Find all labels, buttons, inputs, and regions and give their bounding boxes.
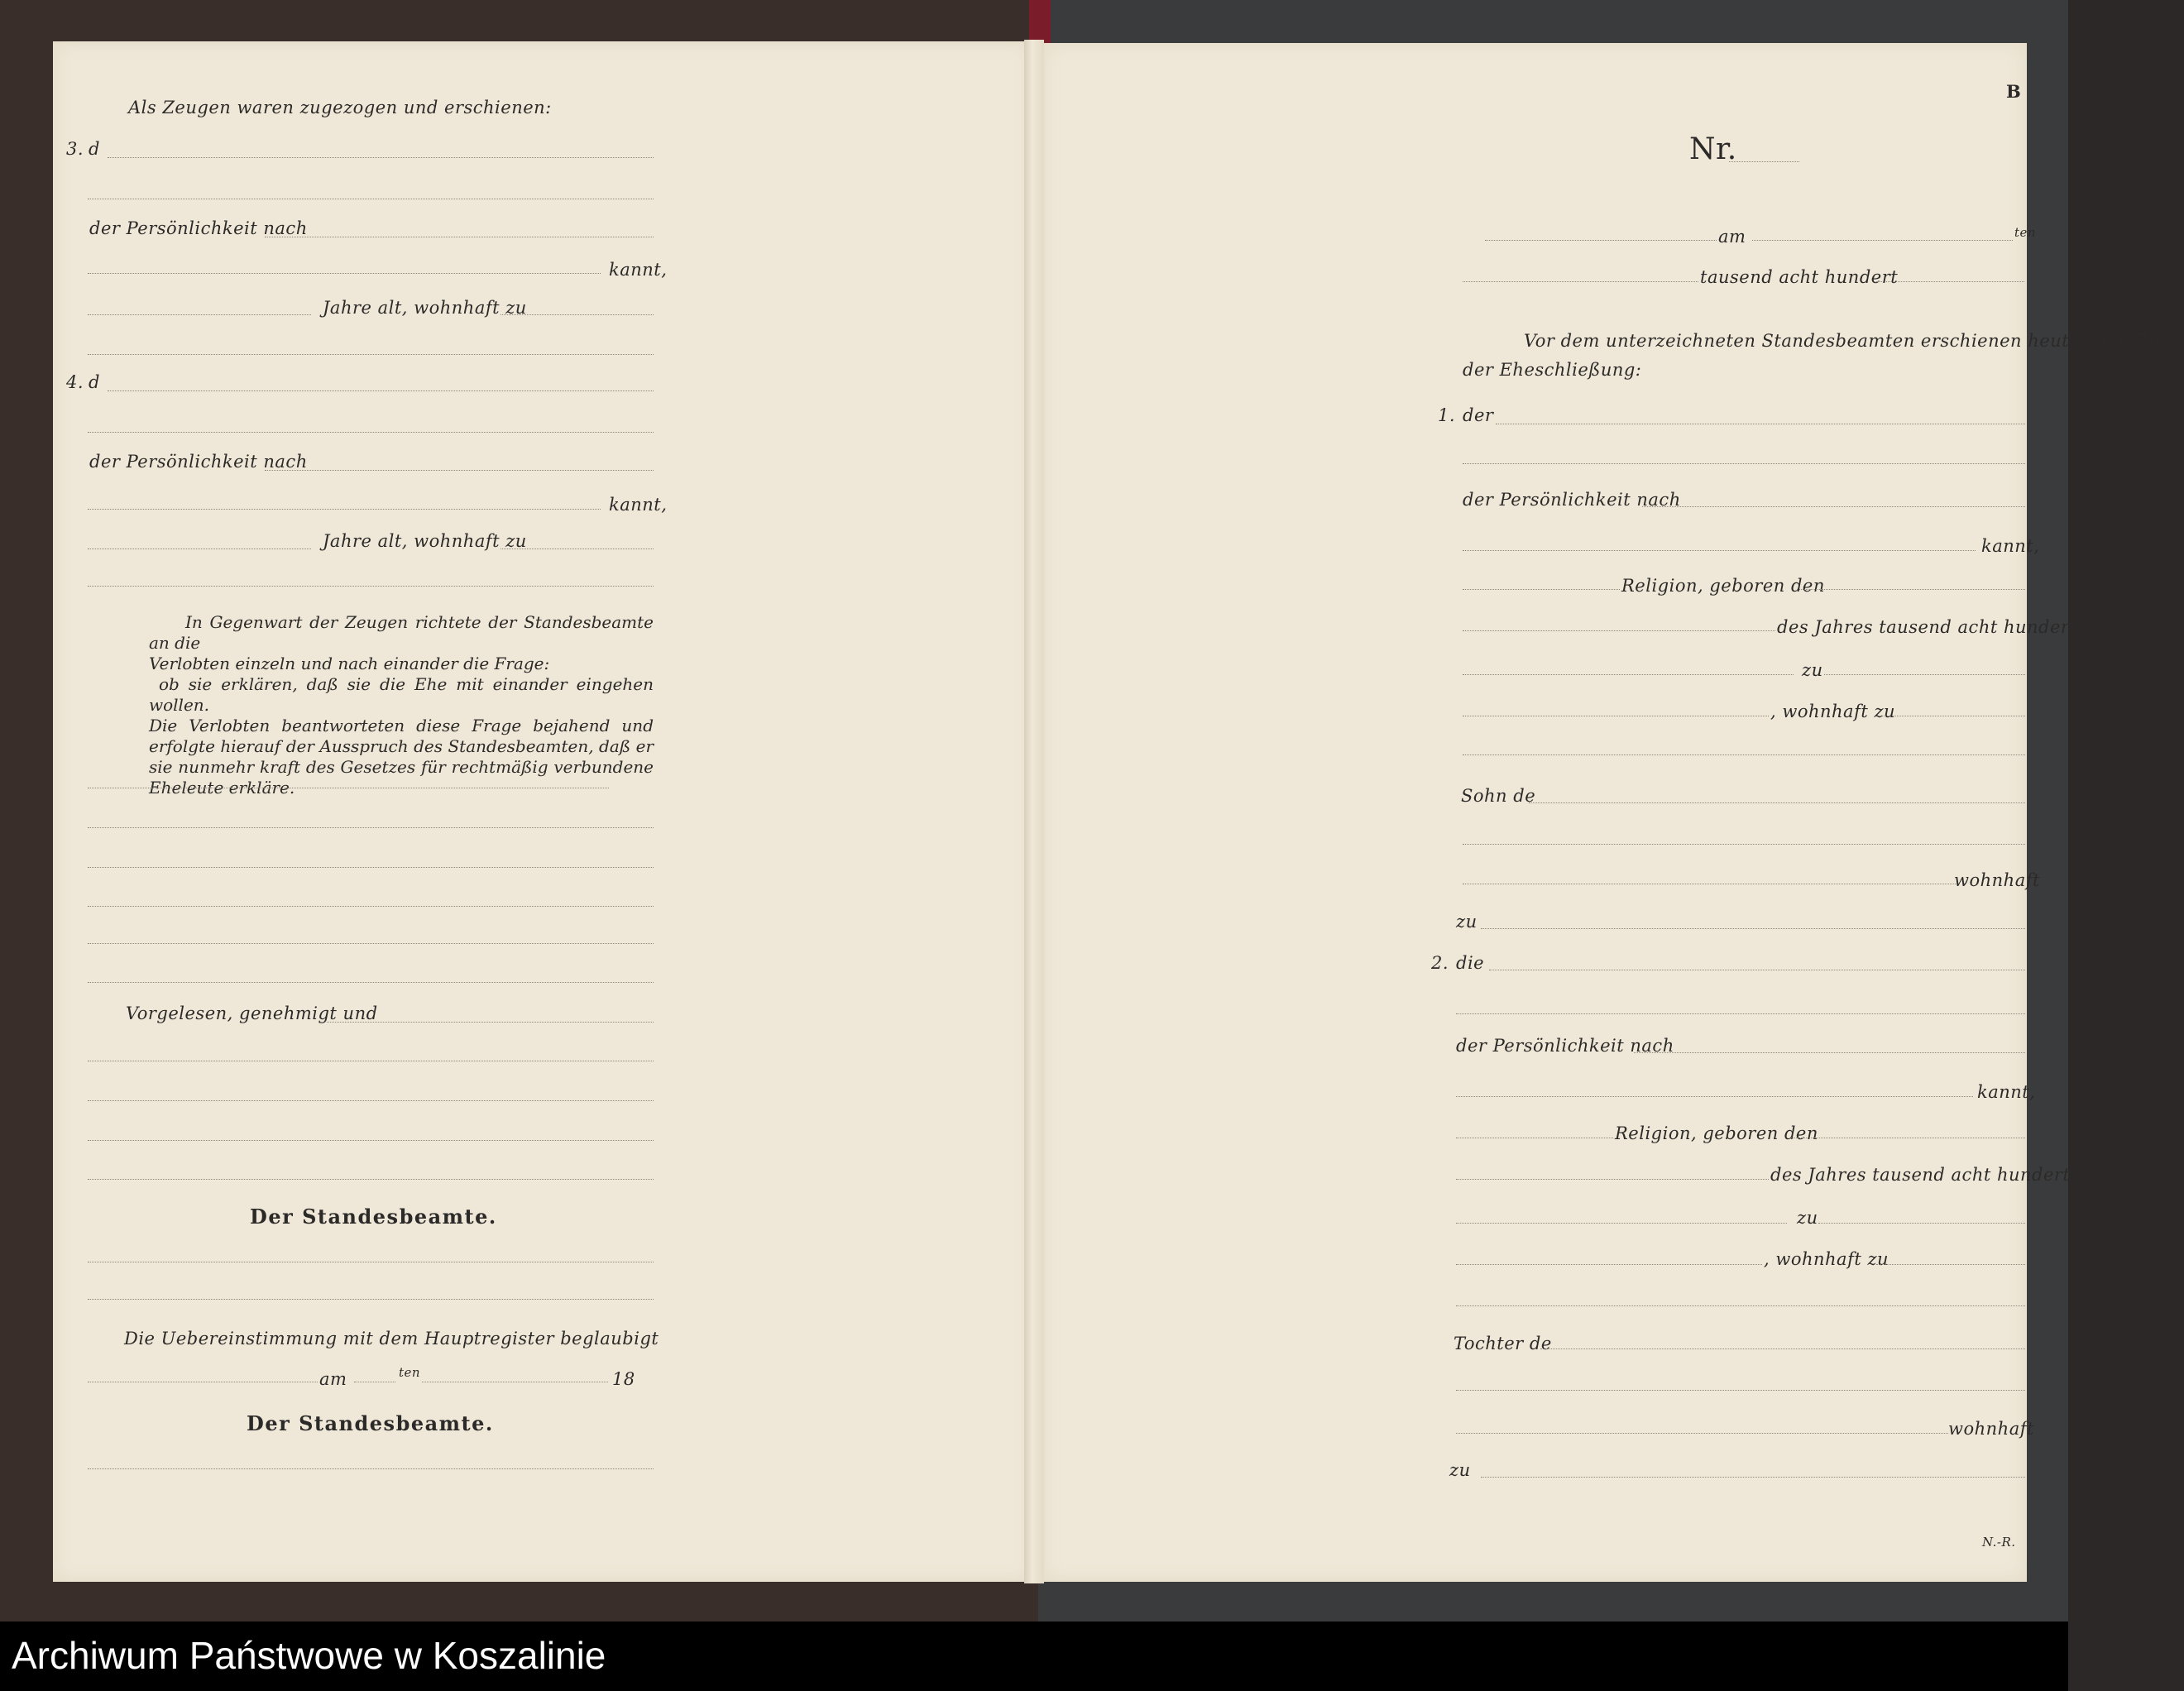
person1-number: 1. [1438,405,1456,425]
witnesses-heading: Als Zeugen waren zugezogen und erschienen: [128,98,552,117]
person1-year: des Jahres tausend acht hundert [1777,617,2077,637]
line [1463,550,1976,551]
person2-die: die [1456,953,1485,973]
person2-religion: Religion, geboren den [1615,1123,1818,1143]
line [1456,1264,1762,1265]
witness4-identity: der Persönlichkeit nach [89,452,308,472]
line [1876,1264,2025,1265]
official-signature-label-2: Der Standesbeamte. [247,1411,494,1435]
line [1463,630,1775,631]
line [265,470,654,471]
line [1729,161,1799,162]
line [1485,240,1717,241]
paragraph-line: ob sie erklären, daß sie die Ehe mit einander eingehen wollen. [149,674,654,715]
witness3-identity: der Persönlichkeit nach [89,218,308,238]
line [1463,844,2025,845]
ceremony-paragraph [149,612,654,798]
line [88,906,654,907]
line [1634,1052,2025,1053]
line [88,548,311,549]
line [88,1468,654,1469]
line [88,943,654,944]
son-zu: zu [1456,912,1478,932]
line [1456,1433,1948,1434]
person2-zu: zu [1797,1208,1818,1228]
corner-mark: B [2006,81,2022,102]
number-label: Nr. [1689,132,1737,166]
date-am: am [1718,227,1746,247]
form-mark: N.-R. [1982,1535,2016,1550]
person2-number: 2. [1431,953,1449,973]
line [88,982,654,983]
line [1642,506,2025,507]
line [1874,281,2024,282]
witness4-d: d [89,372,100,392]
official-signature-label: Der Standesbeamte. [250,1205,497,1229]
line [1752,240,2013,241]
person1-zu: zu [1802,660,1823,680]
line [1818,1223,2025,1224]
intro-text-2: der Eheschließung: [1463,360,1642,380]
person2-year: des Jahres tausend acht hundert [1770,1165,2071,1185]
line [500,548,654,549]
read-approved: Vorgelesen, genehmigt und [126,1004,378,1023]
line [88,586,654,587]
line [1481,1477,2025,1478]
line [88,314,311,315]
line [1540,1348,2025,1349]
son-of: Sohn de [1461,786,1536,806]
daughter-of: Tochter de [1454,1334,1552,1353]
date-ten: ten [2014,225,2037,240]
son-resident: wohnhaft [1954,870,2040,890]
line [88,509,601,510]
witness3-d: d [89,139,100,159]
paragraph-line: Die Verlobten beantworteten diese Frage bejahend und erfolgte hierauf der Ausspruch des Standesbeamten, daß er sie nunmehr kraft des Gesetzes für rechtmäßig verbundene Eheleute erkläre. [149,716,654,798]
daughter-resident: wohnhaft [1948,1419,2034,1439]
person1-religion: Religion, geboren den [1621,576,1825,596]
witness3-number: 3. [66,139,84,159]
paragraph-line: Verlobten einzeln und nach einander die Frage: [149,654,550,673]
cert-year-prefix: 18 [612,1369,635,1389]
line [1463,754,2025,755]
line [327,1022,654,1023]
line [88,1100,654,1101]
person1-identity: der Persönlichkeit nach [1463,490,1681,510]
line [1456,1096,1973,1097]
line [88,1179,654,1180]
line [1463,674,1794,675]
page-fold [1024,40,1044,1583]
person1-residence: , wohnhaft zu [1770,702,1896,721]
witness3-age-residence: Jahre alt, wohnhaft zu [323,298,527,318]
line [1456,1223,1787,1224]
paragraph-line: In Gegenwart der Zeugen richtete der Standesbeamte an die [149,612,654,653]
daughter-zu: zu [1449,1460,1471,1480]
intro-text: Vor dem unterzeichneten Standesbeamten erschienen heute, zum Zwec [1524,331,2184,351]
line [500,314,654,315]
line [88,1140,654,1141]
archive-label: Archiwum Państwowe w Koszalinie [12,1634,606,1677]
line [1529,802,2025,803]
line [88,432,654,433]
line [108,390,654,391]
line [1824,674,2025,675]
archive-footer [0,1622,2068,1691]
witness4-number: 4. [66,372,84,392]
binding-ribbon [1029,0,1051,43]
person1-der: der [1463,405,1494,425]
line [1463,281,1698,282]
line [108,157,654,158]
line [88,354,654,355]
person2-known: kannt, [1977,1082,2036,1102]
line [1463,463,2025,464]
witness4-known: kannt, [609,495,668,515]
line [88,273,601,274]
line [1456,1390,2025,1391]
certification-text: Die Uebereinstimmung mit dem Hauptregister beglaubigt [124,1329,659,1348]
line [1456,1305,2025,1306]
witness4-age-residence: Jahre alt, wohnhaft zu [323,531,527,551]
line [1799,589,2025,590]
line [1481,928,2025,929]
witness3-known: kannt, [609,260,668,280]
line [1456,1013,2025,1014]
cert-ten: ten [399,1365,421,1380]
line [1456,1179,1769,1180]
cert-am: am [319,1369,347,1389]
person2-residence: , wohnhaft zu [1764,1249,1889,1269]
line [88,827,654,828]
thousand-text: tausend acht hundert [1700,267,1899,287]
person1-known: kannt, [1981,536,2040,556]
line [1463,589,1620,590]
person2-identity: der Persönlichkeit nach [1456,1036,1674,1056]
line [88,1299,654,1300]
line [88,867,654,868]
